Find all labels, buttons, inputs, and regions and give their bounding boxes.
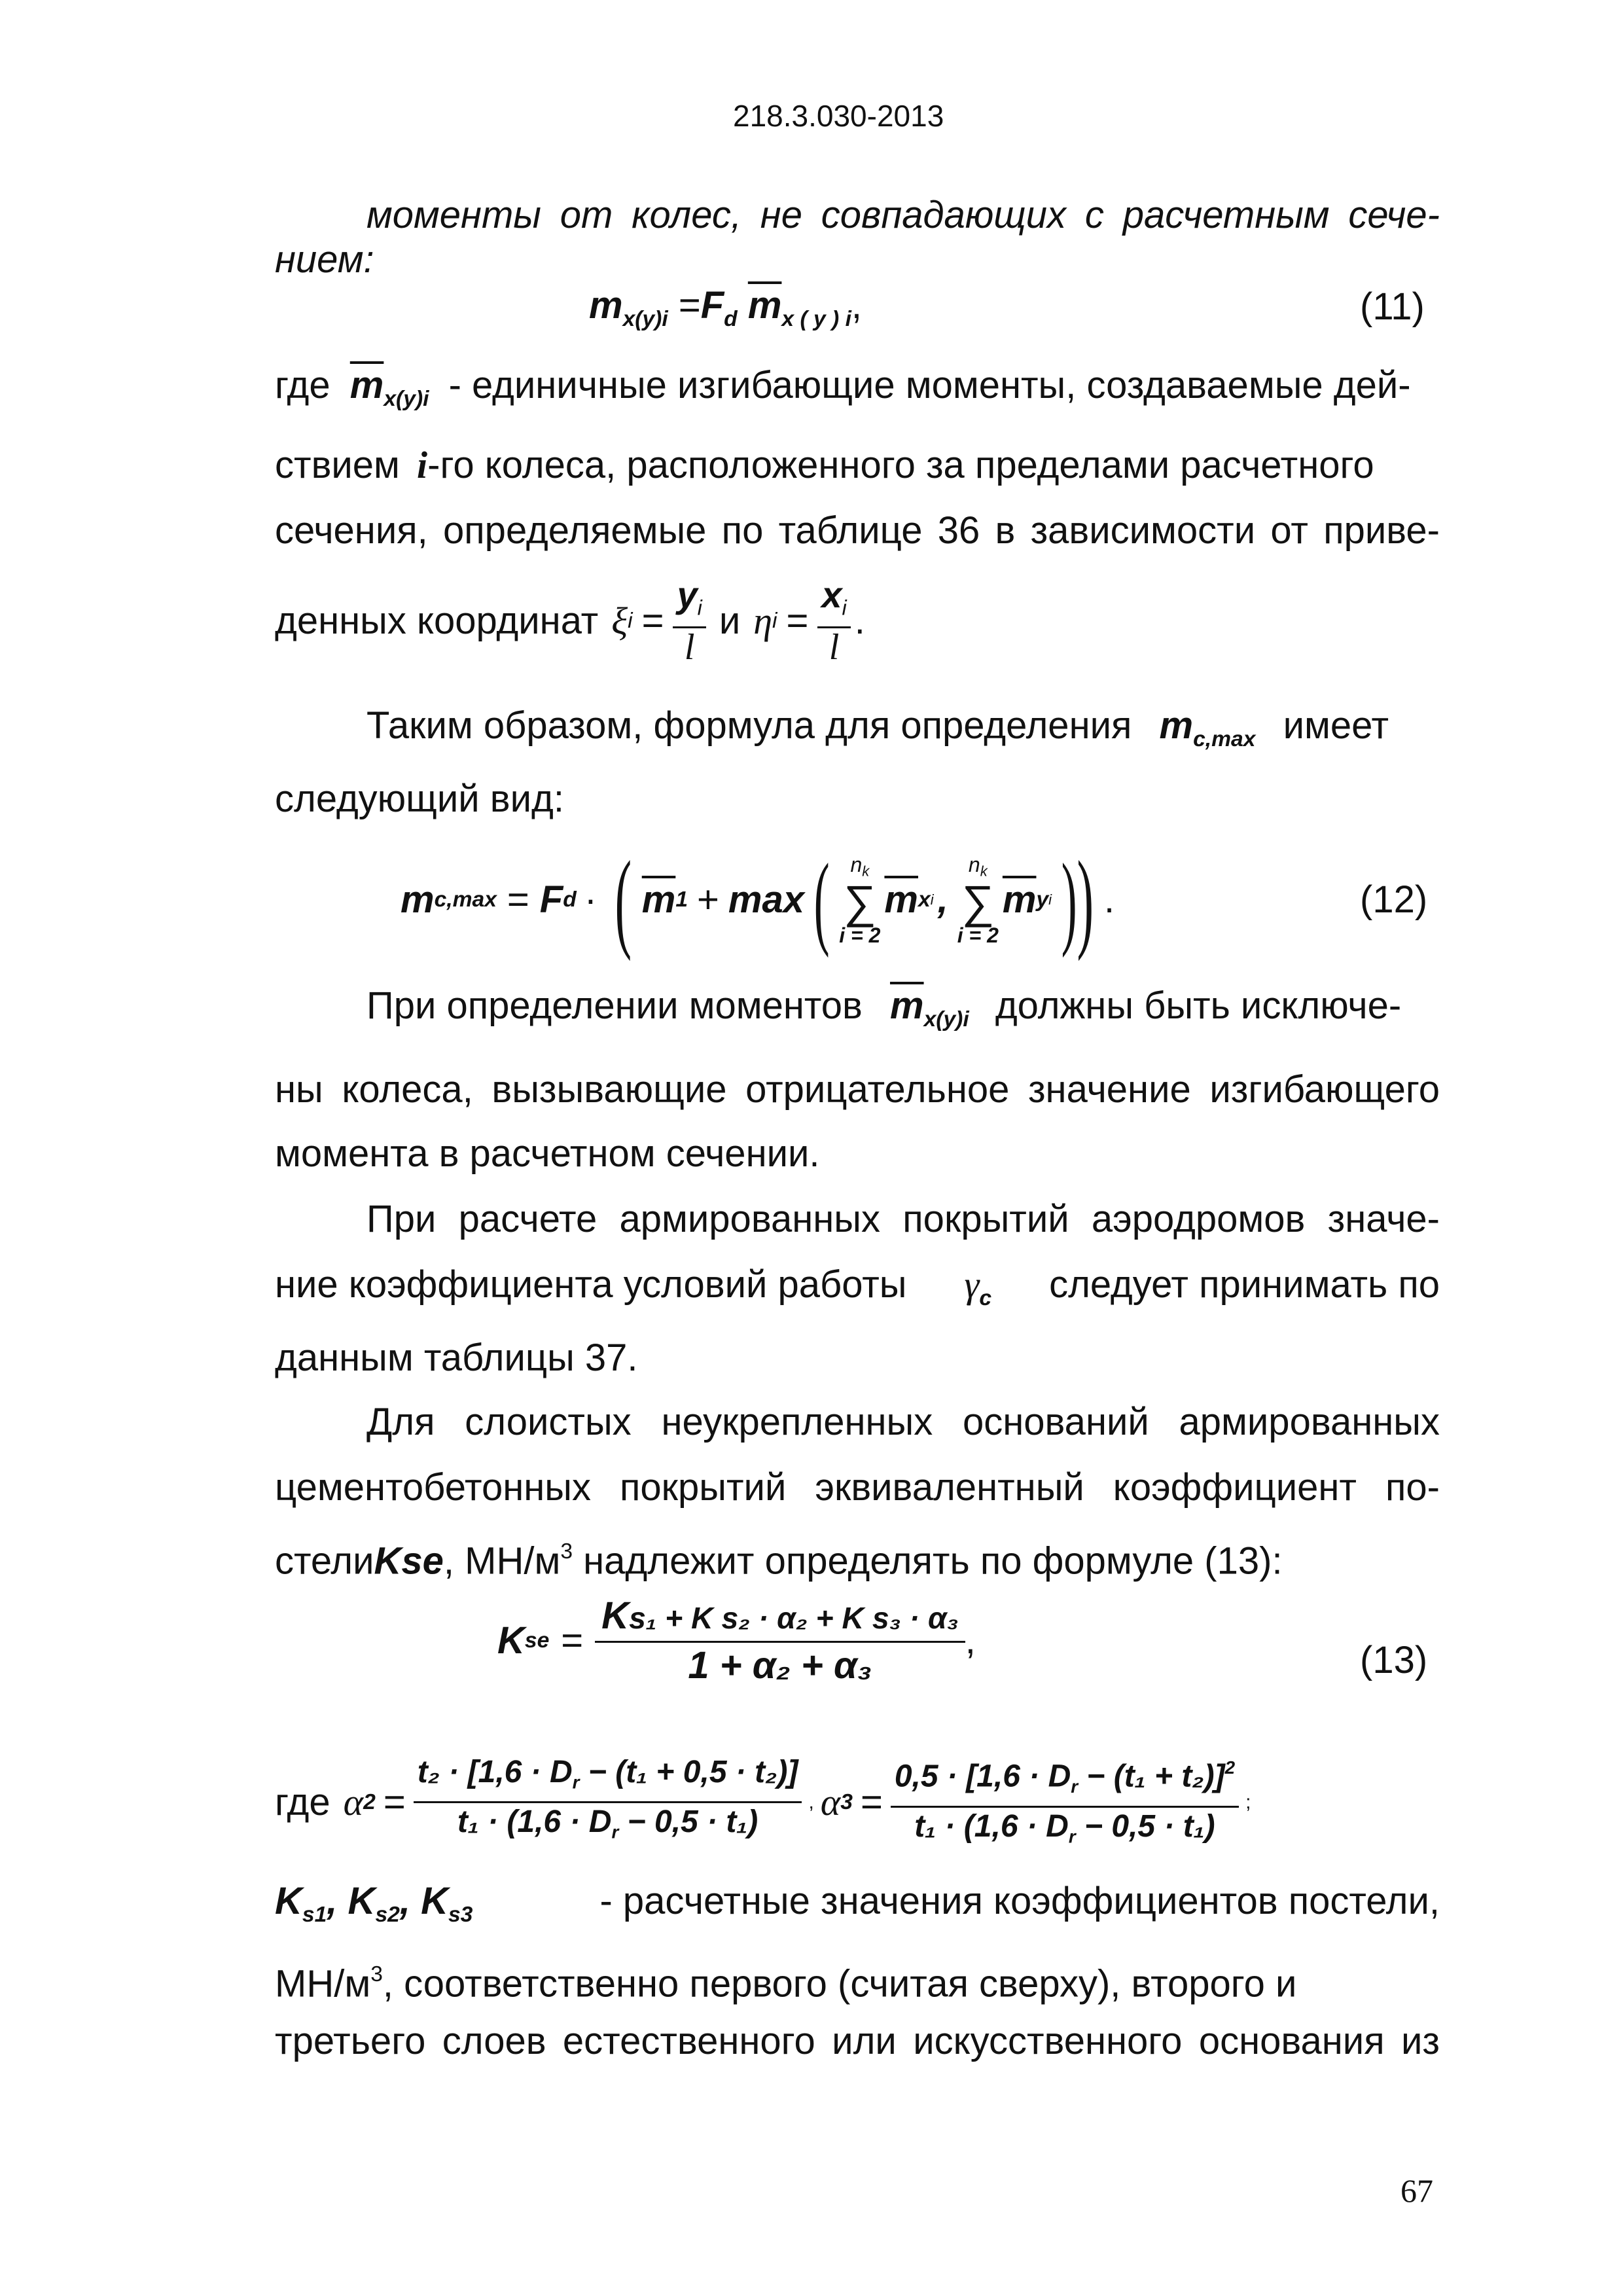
x-numerator: x [821, 574, 842, 615]
para1-line-3: сечения, определяемые по таблице 36 в зависимости от приве- [275, 509, 1440, 552]
alpha3-denominator: t₁ · (1,6 · D [914, 1809, 1069, 1844]
xi-equals: = [641, 600, 664, 643]
para4-line-1: При расчете армированных покрытий аэродромов значе- [366, 1198, 1440, 1240]
para5-line3-b: , МН/м [443, 1539, 561, 1583]
para2-line-1 [366, 704, 1389, 759]
eq12-sum2-bottom: i = 2 [957, 923, 999, 947]
para1-line2-b: -го колеса, расположенного за пределами расчетного [427, 444, 1374, 486]
alphas-semicolon: ; [1245, 1791, 1251, 1813]
eq12-m1: $\overline{m}$ [641, 878, 676, 921]
equation-11 [589, 284, 863, 338]
alpha3-numerator-b: − (t₁ + t₂)] [1078, 1759, 1225, 1794]
eq12-my: $\overline{m}$ [1002, 878, 1037, 921]
alpha2-denominator-b: − 0,5 · t₁) [618, 1804, 758, 1840]
para6-line2-a: МН/м [275, 1962, 371, 2005]
ks3: K [421, 1880, 448, 1922]
eq11-mbar-subscript: x ( y ) i [781, 306, 851, 331]
xi-symbol: ξ [611, 600, 628, 643]
equation-12-number: (12) [1360, 878, 1428, 921]
alpha3-numerator-r: r [1071, 1776, 1079, 1797]
alpha2-numerator-r: r [572, 1772, 580, 1793]
para2-m: m [1159, 704, 1194, 747]
eq12-F-subscript: d [563, 888, 577, 912]
l-denominator: l [684, 627, 695, 668]
para4-line2-b: следует принимать по [1049, 1263, 1440, 1306]
para3-line1-a: При определении моментов [366, 984, 863, 1027]
page-number: 67 [1400, 2172, 1433, 2209]
eq12-outer-paren-close: ) [1077, 838, 1094, 961]
eta-subscript: i [772, 609, 777, 634]
para5-line-1: Для слоистых неукрепленных оснований армированных [366, 1401, 1440, 1443]
intro-line-1: моменты от колес, не совпадающих с расчетным сече- [366, 194, 1440, 236]
eq12-m1-subscript: 1 [675, 888, 688, 912]
alpha2-numerator: t₂ · [1,6 · D [417, 1754, 573, 1789]
eq12-end: . [1103, 878, 1115, 921]
eq12-sum2-sign: ∑ [961, 876, 995, 927]
kse-symbol: Kse [374, 1539, 444, 1583]
eq12-sum1-top: n [850, 853, 863, 877]
para3-mbar-subscript: x(y)i [923, 1007, 969, 1031]
para5-line3-c: надлежит определять по формуле (13): [573, 1539, 1283, 1583]
eq11-m: m [589, 284, 623, 327]
alpha2-subscript: 2 [363, 1789, 376, 1814]
alpha3-numerator: 0,5 · [1,6 · D [894, 1759, 1071, 1794]
eq12-sum1-bottom: i = 2 [839, 923, 881, 947]
eq12-equals: = [507, 878, 529, 921]
alpha3-equals: = [860, 1780, 883, 1823]
eq11-equals: = [678, 284, 701, 327]
gamma-symbol: γ [964, 1263, 980, 1306]
eta-equals: = [786, 600, 809, 643]
alpha3-denominator-b: − 0,5 · t₁) [1075, 1809, 1215, 1844]
eq12-sum1-top-subscript: k [862, 863, 870, 880]
para2-line-2: следующий вид: [275, 778, 564, 820]
alpha3-subscript: 3 [840, 1789, 853, 1814]
eq13-denominator: 1 + α₂ + α₃ [688, 1644, 872, 1687]
equation-13 [497, 1594, 976, 1687]
eq12-mx-subsubscript: i [930, 891, 934, 908]
ks3-subscript: s3 [448, 1902, 473, 1927]
para6-line-1 [275, 1882, 1440, 1934]
ks-sep-1: , [327, 1880, 338, 1922]
alphas-comma: , [808, 1791, 814, 1813]
ks2: K [348, 1880, 376, 1922]
eq12-max: max [728, 878, 804, 921]
para5-line3-sup: 3 [560, 1539, 573, 1564]
eq12-sum-2 [957, 854, 999, 946]
para2-line1-b: имеет [1283, 704, 1389, 747]
para6-line1-b: - расчетные значения коэффициентов постели, [599, 1880, 1440, 1922]
eq12-comma: , [937, 878, 948, 921]
eq13-fraction [595, 1594, 965, 1687]
para1-line-4 [275, 576, 865, 666]
para1-where: где [275, 364, 330, 406]
y-over-l-fraction [673, 576, 705, 666]
equation-12 [401, 838, 1115, 961]
eq13-K-subscript: se [524, 1628, 550, 1653]
eq12-sum1-sign: ∑ [843, 876, 876, 927]
para3-line-2: ны колеса, вызывающие отрицательное значение изгибающего [275, 1068, 1440, 1111]
eq12-inner-paren-close: ) [1061, 842, 1077, 958]
ks2-subscript: s2 [375, 1902, 400, 1927]
x-numerator-subscript: i [842, 596, 847, 620]
alpha2-numerator-b: − (t₁ + 0,5 · t₂)] [579, 1754, 798, 1789]
and-word: и [719, 600, 741, 643]
para1-line2-a: ствием [275, 444, 400, 486]
alpha3-denominator-r: r [1068, 1826, 1076, 1847]
eq12-my-subsubscript: i [1048, 891, 1052, 908]
eq13-K: K [497, 1619, 525, 1662]
eta-symbol: η [753, 600, 773, 643]
xi-subscript: i [628, 609, 633, 634]
para2-line1-a: Таким образом, формула для определения [366, 704, 1132, 747]
ks-sep-2: , [399, 1880, 410, 1922]
para1-line-1 [275, 364, 1411, 418]
para1-line-2 [275, 446, 1374, 484]
eq12-plus: + [697, 878, 719, 921]
para4-line-2 [275, 1263, 1440, 1318]
document-number: 218.3.030-2013 [733, 99, 944, 133]
alpha2-equals: = [383, 1780, 406, 1823]
para3-mbar: $\overline{m}$ [889, 984, 924, 1027]
para1-line4-a: денных координат [275, 600, 599, 643]
eq12-F: F [539, 878, 563, 921]
equation-11-number: (11) [1360, 285, 1425, 328]
para1-mbar: $\overline{m}$ [349, 364, 384, 406]
ks1-subscript: s1 [302, 1902, 327, 1927]
alpha2-symbol: α [343, 1780, 364, 1823]
eq13-equals: = [561, 1619, 584, 1662]
gamma-subscript: c [979, 1285, 992, 1310]
alpha2-denominator: t₁ · (1,6 · D [457, 1804, 612, 1840]
para1-i-symbol: i [417, 444, 428, 486]
para5-line-2: цементобетонных покрытий эквивалентный коэффициент по- [275, 1466, 1440, 1509]
eq12-dot: · [584, 878, 597, 921]
eq11-F-subscript: d [724, 306, 738, 331]
para6-line2-sup: 3 [370, 1962, 383, 1986]
eq11-tail: , [851, 284, 863, 327]
para6-line-2 [275, 1956, 1440, 2003]
para4-line2-a: ние коэффициента условий работы [275, 1263, 907, 1306]
equation-13-number: (13) [1360, 1639, 1428, 1681]
para5-line-3 [275, 1533, 1283, 1581]
ks1: K [275, 1880, 302, 1922]
para1-mbar-subscript: x(y)i [383, 386, 429, 411]
eq12-sum2-top-subscript: k [980, 863, 988, 880]
eq12-sum-1 [839, 854, 880, 946]
eq13-tail: , [965, 1619, 976, 1662]
eq12-sum2-top: n [968, 853, 980, 877]
eq12-my-subscript: y [1036, 888, 1049, 912]
alpha3-symbol: α [820, 1780, 841, 1823]
para6-line2-b: , соответственно первого (считая сверху), второго и [382, 1962, 1297, 2005]
eq13-numerator: s₁ + K s₂ · α₂ + K s₃ · α₃ [629, 1601, 959, 1635]
para5-line3-a: стели [275, 1539, 374, 1583]
eq12-mx-subscript: x [918, 888, 931, 912]
eq12-inner-paren-open: ( [813, 842, 830, 958]
eq12-m-subscript: c,max [434, 888, 497, 912]
para4-line-3: данным таблицы 37. [275, 1336, 638, 1379]
para3-line1-b: должны быть исключе- [995, 984, 1402, 1027]
para1-end: . [854, 600, 865, 643]
eq12-m: m [401, 878, 435, 921]
para6-line-3: третьего слоев естественного или искусственного основания из [275, 2020, 1440, 2062]
para1-text-1: - единичные изгибающие моменты, создаваемые дей- [448, 364, 1411, 406]
alpha2-fraction [414, 1753, 802, 1852]
y-numerator: y [677, 574, 698, 615]
para2-m-subscript: c,max [1193, 726, 1256, 751]
alpha2-denominator-r: r [611, 1822, 619, 1843]
alphas-where: где [275, 1780, 330, 1823]
y-numerator-subscript: i [697, 596, 702, 620]
eq13-num-K: K [601, 1594, 630, 1637]
eq11-m-subscript: x(y)i [622, 306, 668, 331]
eq11-F: F [700, 284, 724, 327]
eq12-mx: $\overline{m}$ [884, 878, 918, 921]
eq12-outer-paren-open: ( [615, 838, 632, 961]
alpha3-fraction [891, 1749, 1239, 1856]
para3-line-3: момента в расчетном сечении. [275, 1132, 820, 1175]
para3-line-1 [366, 984, 1402, 1039]
l-denominator-2: l [829, 627, 840, 668]
intro-line-2: нием: [275, 238, 374, 281]
alphas-line [275, 1749, 1251, 1856]
alpha3-numerator-sup: 2 [1224, 1757, 1236, 1778]
eq11-mbar: $\overline{m}$ [747, 284, 782, 327]
x-over-l-fraction [817, 576, 850, 666]
